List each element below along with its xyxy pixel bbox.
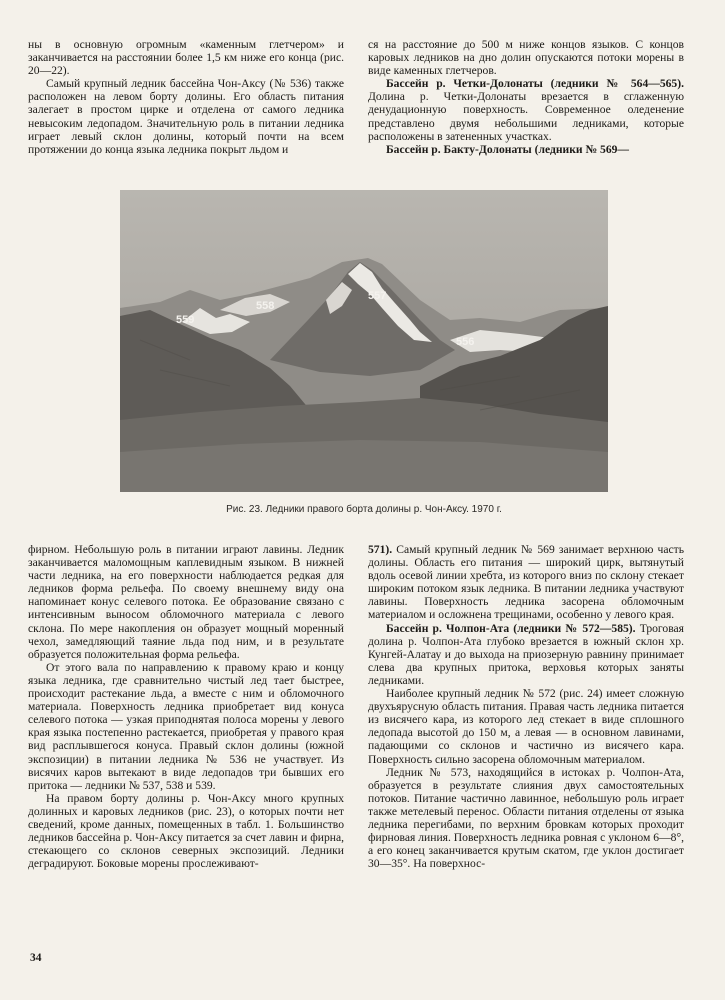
- mountain-photo: [120, 190, 608, 492]
- paragraph-text: Троговая долина р. Чолпон-Ата глубоко врезается в южный склон хр. Кунгей-Алатау и до выхода на приозерную равнину принимает слева два крупных притока, верховья которых заняты ледниками.: [368, 621, 684, 687]
- text-column-bottom-left: [28, 543, 344, 870]
- paragraph-text: Самый крупный ледник № 569 занимает верхнюю часть долины. Область его питания — широкий цирк, вытянутый вдоль осевой линии хребта, из которого вниз по склону стекает широким потоком язык ледника. В питании ледника участвуют лавины. Поверхность ледника засорена обломочным материалом и осложнена трещинами, особенно у левого края.: [368, 543, 684, 622]
- text-column-top-left: [28, 38, 344, 156]
- figure-caption: Рис. 23. Ледники правого борта долины р. Чон-Аксу. 1970 г.: [226, 504, 502, 515]
- section-heading: Бассейн р. Бакту-Долонаты (ледники № 569—: [386, 142, 630, 156]
- text-column-top-right: [368, 38, 684, 156]
- paragraph: ся на расстояние до 500 м ниже концов языков. С концов каровых ледников на дно долин опускаются потоки морены в виде каменных глетчеров.: [368, 38, 684, 78]
- paragraph: ны в основную огромным «каменным глетчером» и заканчивается на расстоянии более 1,5 км ниже его конца (рис. 20—22).: [28, 38, 344, 78]
- paragraph-text: Долина р. Четки-Долонаты врезается в сглаженную денудационную поверхность. Современное оледенение представлено двумя небольшими ледниками, которые расположены в затененных участках.: [368, 90, 684, 143]
- paragraph: Наиболее крупный ледник № 572 (рис. 24) имеет сложную двухъярусную область питания. Правая часть ледника питается из висячего кара, из которого лед стекает в виде сплошного ледопада высотой до 150 м, а левая — в основном лавинами, падающими со склонов и частично из висячего кара. Поверхность сильно засорена обломочным материалом.: [368, 687, 684, 766]
- section-heading: Бассейн р. Четки-Долонаты (ледники № 564—565).: [386, 77, 684, 91]
- glacier-label: 558: [256, 300, 275, 312]
- paragraph: На правом борту долины р. Чон-Аксу много крупных долинных и каровых ледников (рис. 23), о которых почти нет сведений, кроме данных, помещенных в табл. 1. Большинство ледников бассейна р. Чон-Аксу питается за счет лавин и фирна, стекающего со склонов северных экспозиций. Ледники деградируют. Боковые морены прослеживают-: [28, 791, 344, 871]
- mountain-illustration: [120, 190, 608, 492]
- paragraph: [368, 143, 684, 156]
- paragraph: Самый крупный ледник бассейна Чон-Аксу (№ 536) также расположен на левом борту долины. Его область питания залегает в простом цирке и отделена от самого ледника невысоким ледопадом. Значительную роль в питании ледника играет левый склон долины, который почти на всем протяжении до конца языка ледника покрыт льдом и: [28, 77, 344, 156]
- paragraph: фирном. Небольшую роль в питании играют лавины. Ледник заканчивается маломощным каплевидным языком. В нижней части ледника, на его поверхности наблюдается редкая для ледников форма рельефа. По своему внешнему виду она напоминает конус селевого потока. Ее образование связано с интенсивным выносом обломочного материала с левого склона. По мере накопления он образует мощный моренный чехол, замедляющий таяние льда под ним, и в результате образуется положительная форма рельефа.: [28, 543, 344, 661]
- page-number: 34: [30, 952, 42, 964]
- glacier-label: 559: [176, 314, 195, 326]
- paragraph: Ледник № 573, находящийся в истоках р. Чолпон-Ата, образуется в результате слияния двух самостоятельных потоков. Питание частично лавинное, небольшую роль играет также метелевый перенос. Области питания отделены от языка ледника перегибами, по верхним бровкам которых проходит фирновая линия. Поверхность ледника ровная с уклоном 6—8°, а его конец заканчивается крутым скатом, где уклон достигает 30—35°. На поверхнос-: [368, 765, 684, 871]
- section-heading: Бассейн р. Чолпон-Ата (ледники № 572—585).: [386, 621, 636, 635]
- paragraph: От этого вала по направлению к правому краю и концу языка ледника, где сравнительно чистый лед тает быстрее, происходит растекание льда, а вместе с ним и обломочного материала. Поверхность ледника приобретает вид конуса селевого потока — узкая приподнятая полоса морены у левого края языка постепенно растекается, приобретая у правого края вид расплывшегося конуса. Правый склон долины (южной экспозиции) в питании ледника № 536 не участвует. Из висячих каров вытекают в виде ледопадов три бывших его притока — ледники № 537, 538 и 539.: [28, 660, 344, 792]
- section-heading: 571).: [368, 543, 393, 556]
- paragraph: [368, 622, 684, 687]
- glacier-label: 557: [368, 290, 387, 302]
- text-column-bottom-right: [368, 543, 684, 870]
- paragraph: [368, 77, 684, 142]
- glacier-label: 556: [456, 336, 475, 348]
- paragraph: [368, 543, 684, 622]
